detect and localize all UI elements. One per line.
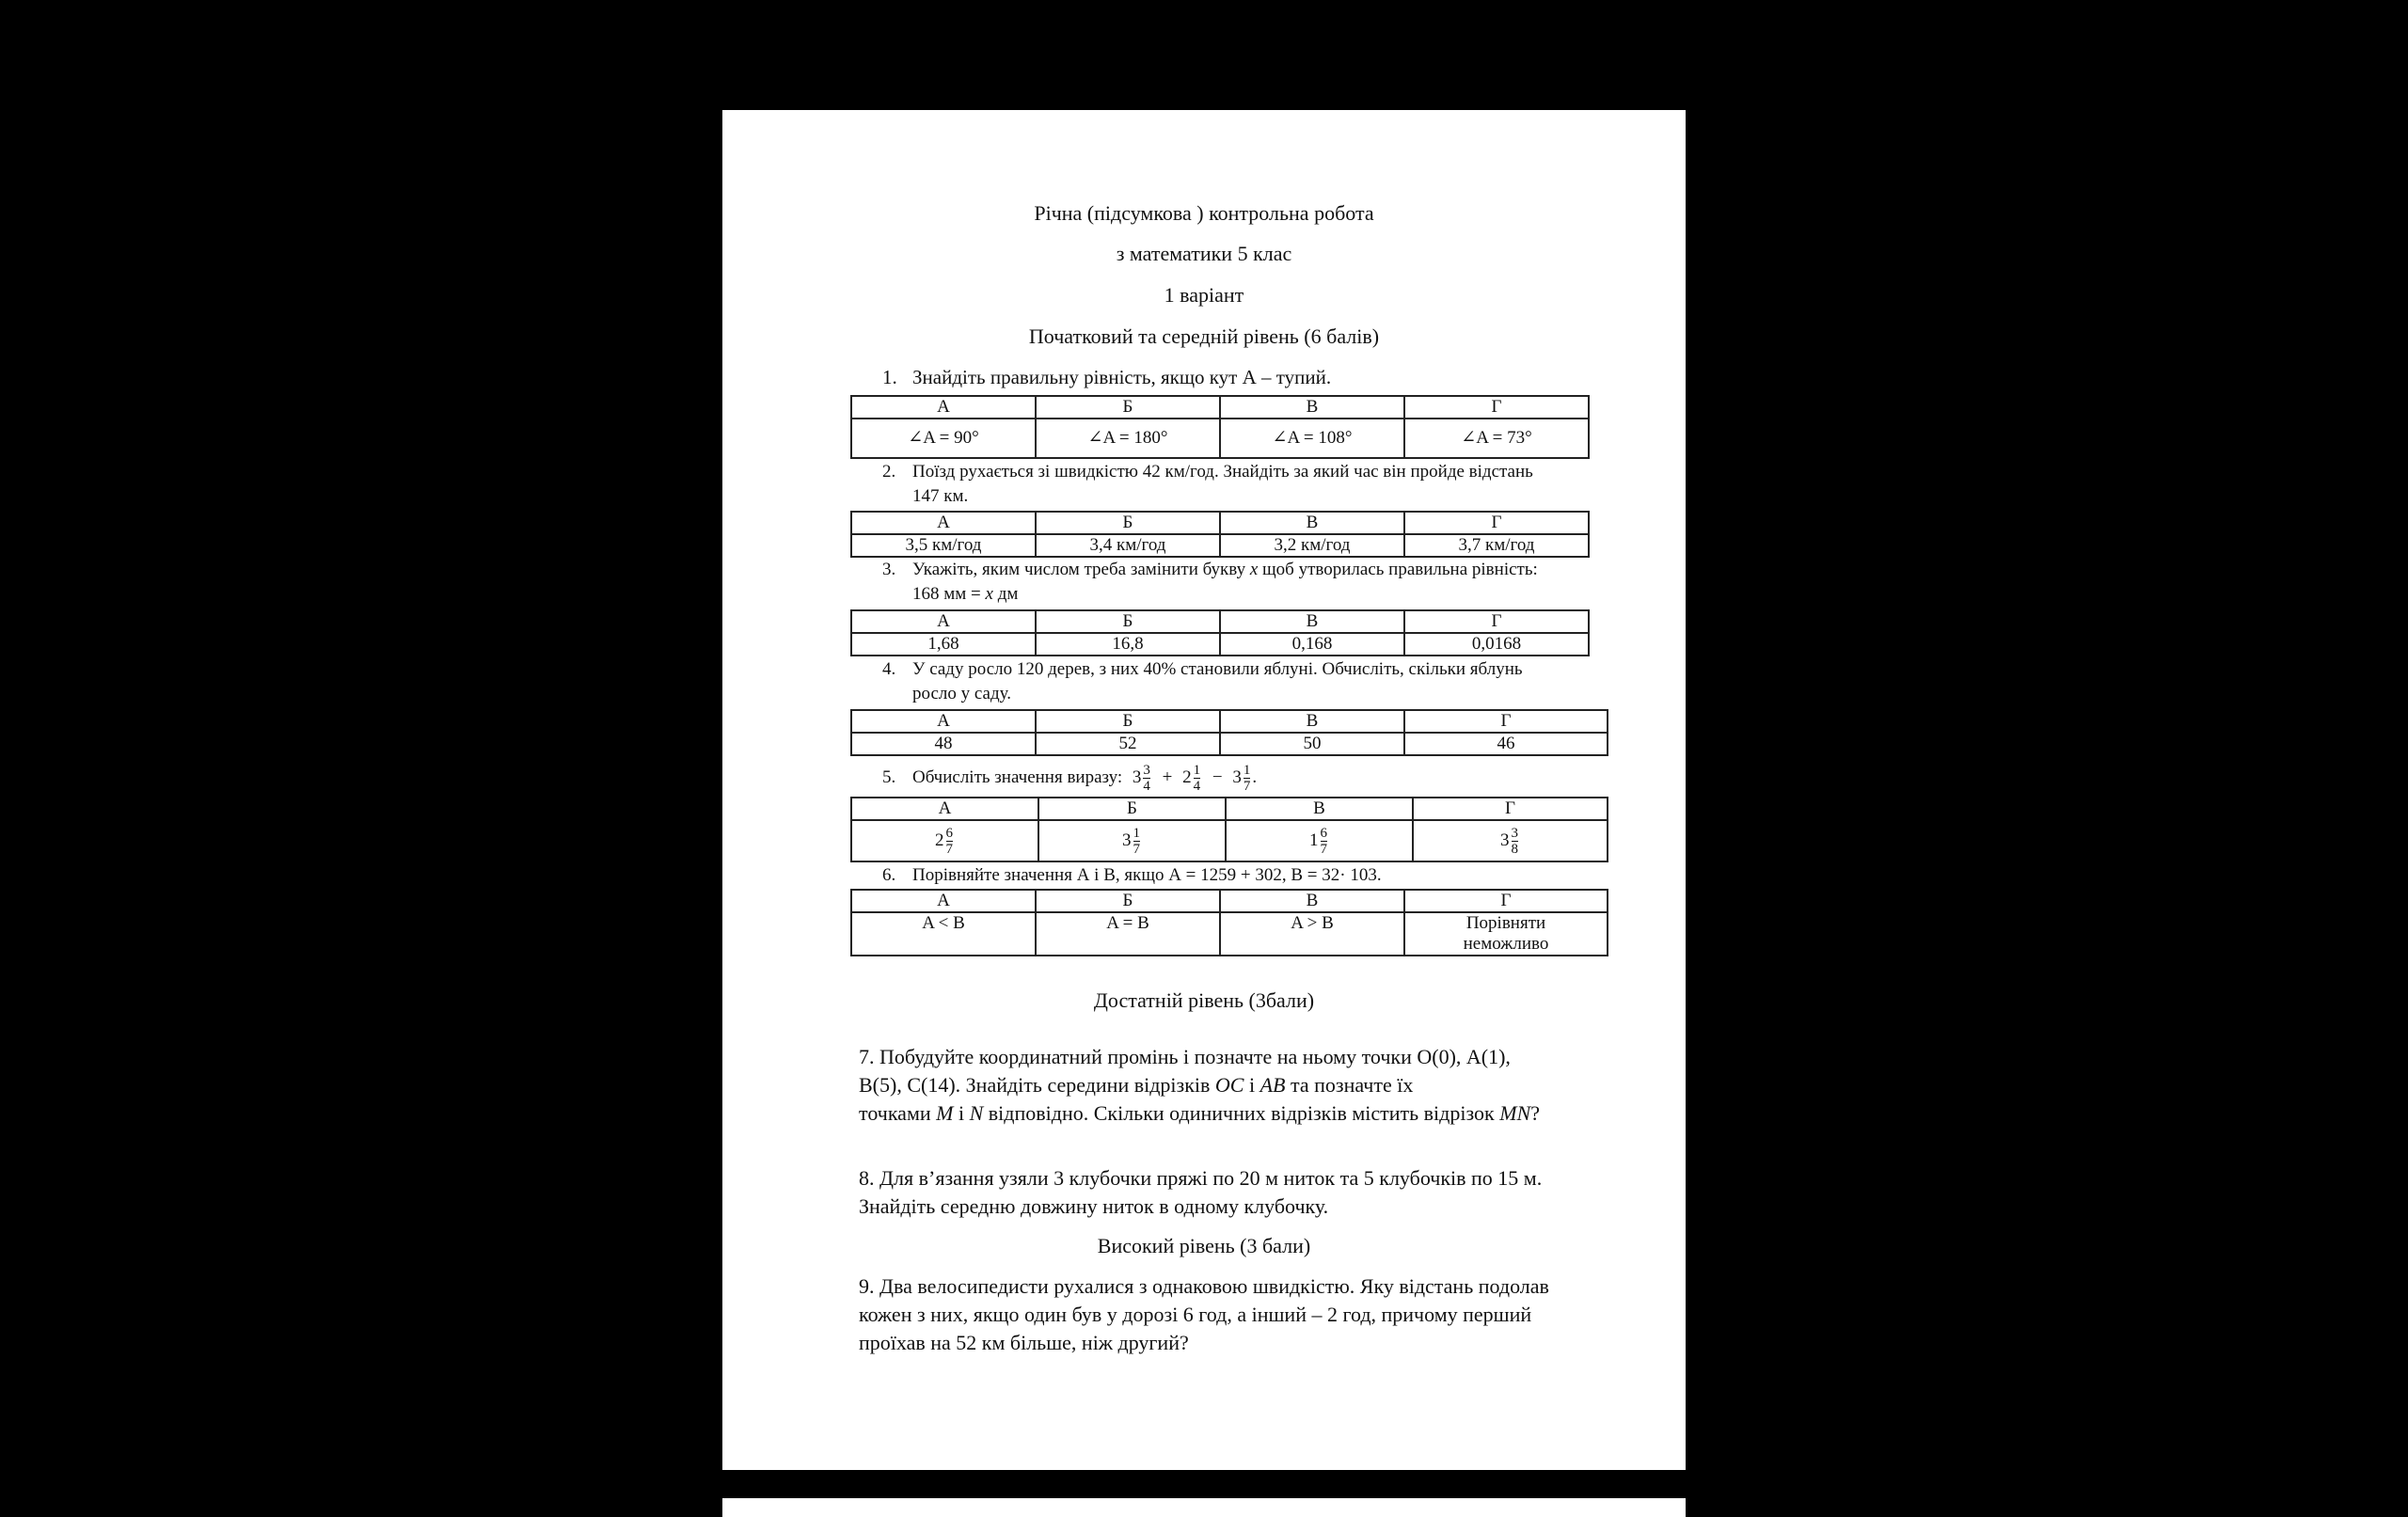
question-8: 8. Для в’язання узяли 3 клубочки пряжі по 20 м ниток та 5 клубочків по 15 м. Знайдіть середню довжину ниток в одному клубочку. bbox=[859, 1166, 1543, 1218]
option-letter: Б bbox=[1036, 890, 1220, 912]
answer-cell: A > B bbox=[1220, 912, 1404, 956]
answer-cell: 3,4 км/год bbox=[1036, 534, 1220, 557]
option-letter: Г bbox=[1404, 512, 1589, 534]
answer-table-1 bbox=[850, 395, 1590, 459]
answer-table-2 bbox=[850, 511, 1590, 558]
fraction: $\frac{1}{4}$ bbox=[1193, 763, 1201, 795]
fraction: $\frac{3}{8}$ bbox=[1511, 825, 1518, 857]
document-page: Річна (підсумкова ) контрольна робота з математики 5 клас 1 варіант Початковий та середній рівень (6 балів) 1. Знайдіть правильну рівність, якщо кут А – тупий. А Б В Г ∠A = 90° ∠A = 180° ∠A = 108° ∠A = 73° 2. Поїзд рухається зі швидкістю 42 км/год. Знайдіть за який час він пройде відстань 147 км. А Б В Г 3,5 км/год 3,4 км/год 3,2 км/год 3,7 км/год 3. Укажіть, яким числом треба замінити букву x щоб утворилась правильна рівність: 168 мм = x дм А Б В Г 1,68 16,8 0,168 0,0168 4. У саду росло 120 дерев, з них 40% становили яблуні. Обчисліть, скільки яблунь росло у саду. А Б В Г 48 52 50 46 5. Обчисліть значення виразу: 3 $\frac{3}{4}$ + 2 $\frac{1}{4}$ − 3 $\frac{1}{7}$ . А Б В Г 2 $\frac{6}{7}$ 3 $\frac{1}{7}$ 1 $\frac{6}{7}$ 3 $\frac{3}{8}$ 6. Порівняйте значення А і В, якщо А = 1259 + 302, В = 32· 103. А Б В Г A < B A = B A > B Порівняти неможливо Достатній рівень (3бали) 7. Побудуйте координатний промінь і позначте на ньому точки О(0), А(1), В(5), С(14). Знайдіть середини відрізків OC і AB та позначте їх точками M і N відповідно. Скільки одиничних відрізків містить відрізок MN? 8. Для в’язання узяли 3 клубочки пряжі по 20 м ниток та 5 клубочків по 15 м. Знайдіть середню довжину ниток в одному клубочку. Високий рівень (3 бали) 9. Два велосипедисти рухалися з однаковою швидкістю. Яку відстань подолав кожен з них, якщо один був у дорозі 6 год, а інший – 2 год, причому перший проїхав на 52 км більше, ніж другий? bbox=[722, 110, 1686, 1470]
answer-table-4 bbox=[850, 709, 1608, 756]
fraction: $\frac{3}{4}$ bbox=[1143, 763, 1150, 795]
option-letter: Б bbox=[1038, 798, 1226, 820]
answer-cell: A = B bbox=[1036, 912, 1220, 956]
answer-cell: 0,168 bbox=[1220, 633, 1404, 656]
document-subject: з математики 5 клас bbox=[1116, 242, 1292, 265]
answer-cell: 3 $\frac{1}{7}$ bbox=[1038, 820, 1226, 861]
option-letter: А bbox=[851, 396, 1036, 419]
option-letter: Г bbox=[1404, 610, 1589, 633]
option-letter: А bbox=[851, 890, 1036, 912]
answer-table-6 bbox=[850, 889, 1608, 956]
option-letter: Г bbox=[1413, 798, 1608, 820]
option-letter: Г bbox=[1404, 710, 1608, 733]
option-letter: В bbox=[1220, 610, 1404, 633]
answer-table-5 bbox=[850, 797, 1608, 862]
option-letter: Г bbox=[1404, 396, 1589, 419]
option-letter: В bbox=[1220, 396, 1404, 419]
answer-cell: ∠A = 180° bbox=[1036, 419, 1220, 458]
answer-cell: 2 $\frac{6}{7}$ bbox=[851, 820, 1038, 861]
answer-cell: 3,2 км/год bbox=[1220, 534, 1404, 557]
option-letter: А bbox=[851, 512, 1036, 534]
fraction: $\frac{1}{7}$ bbox=[1133, 825, 1140, 857]
option-letter: В bbox=[1220, 890, 1404, 912]
answer-cell: 48 bbox=[851, 733, 1036, 755]
answer-cell: ∠A = 73° bbox=[1404, 419, 1589, 458]
answer-cell: 1,68 bbox=[851, 633, 1036, 656]
answer-cell: 3 $\frac{3}{8}$ bbox=[1413, 820, 1608, 861]
answer-cell: 52 bbox=[1036, 733, 1220, 755]
next-page-edge bbox=[722, 1498, 1686, 1517]
option-letter: В bbox=[1226, 798, 1413, 820]
option-letter: Б bbox=[1036, 396, 1220, 419]
option-letter: А bbox=[851, 710, 1036, 733]
answer-cell: ∠A = 108° bbox=[1220, 419, 1404, 458]
option-letter: Б bbox=[1036, 710, 1220, 733]
answer-cell: 46 bbox=[1404, 733, 1608, 755]
answer-cell: Порівняти неможливо bbox=[1404, 912, 1608, 956]
fraction: $\frac{6}{7}$ bbox=[1320, 825, 1327, 857]
answer-cell: ∠A = 90° bbox=[851, 419, 1036, 458]
answer-cell: 16,8 bbox=[1036, 633, 1220, 656]
option-letter: Б bbox=[1036, 512, 1220, 534]
question-9: 9. Два велосипедисти рухалися з однаковою швидкістю. Яку відстань подолав кожен з них, якщо один був у дорозі 6 год, а інший – 2 год, причому перший проїхав на 52 км більше, ніж другий? bbox=[859, 1274, 1549, 1354]
answer-table-3 bbox=[850, 609, 1590, 656]
level1-heading: Початковий та середній рівень (6 балів) bbox=[1028, 324, 1380, 348]
option-letter: А bbox=[851, 610, 1036, 633]
answer-cell: 3,7 км/год bbox=[1404, 534, 1589, 557]
answer-cell: 3,5 км/год bbox=[851, 534, 1036, 557]
option-letter: Г bbox=[1404, 890, 1608, 912]
fraction: $\frac{6}{7}$ bbox=[945, 825, 953, 857]
option-letter: В bbox=[1220, 512, 1404, 534]
level2-heading: Достатній рівень (3бали) bbox=[1093, 988, 1315, 1012]
answer-cell: 0,0168 bbox=[1404, 633, 1589, 656]
level3-heading: Високий рівень (3 бали) bbox=[1097, 1234, 1311, 1257]
option-letter: А bbox=[851, 798, 1038, 820]
answer-cell: 1 $\frac{6}{7}$ bbox=[1226, 820, 1413, 861]
document-title: Річна (підсумкова ) контрольна робота bbox=[1034, 201, 1374, 225]
answer-cell: A < B bbox=[851, 912, 1036, 956]
option-letter: Б bbox=[1036, 610, 1220, 633]
document-variant: 1 варіант bbox=[1164, 283, 1244, 307]
question-7: 7. Побудуйте координатний промінь і позначте на ньому точки О(0), А(1), В(5), С(14). Знайдіть середини відрізків OC і AB та позначте їх точками M і N відповідно. Скільки одиничних відрізків містить відрізок MN? bbox=[859, 1045, 1540, 1125]
fraction: $\frac{1}{7}$ bbox=[1243, 763, 1251, 795]
option-letter: В bbox=[1220, 710, 1404, 733]
answer-cell: 50 bbox=[1220, 733, 1404, 755]
